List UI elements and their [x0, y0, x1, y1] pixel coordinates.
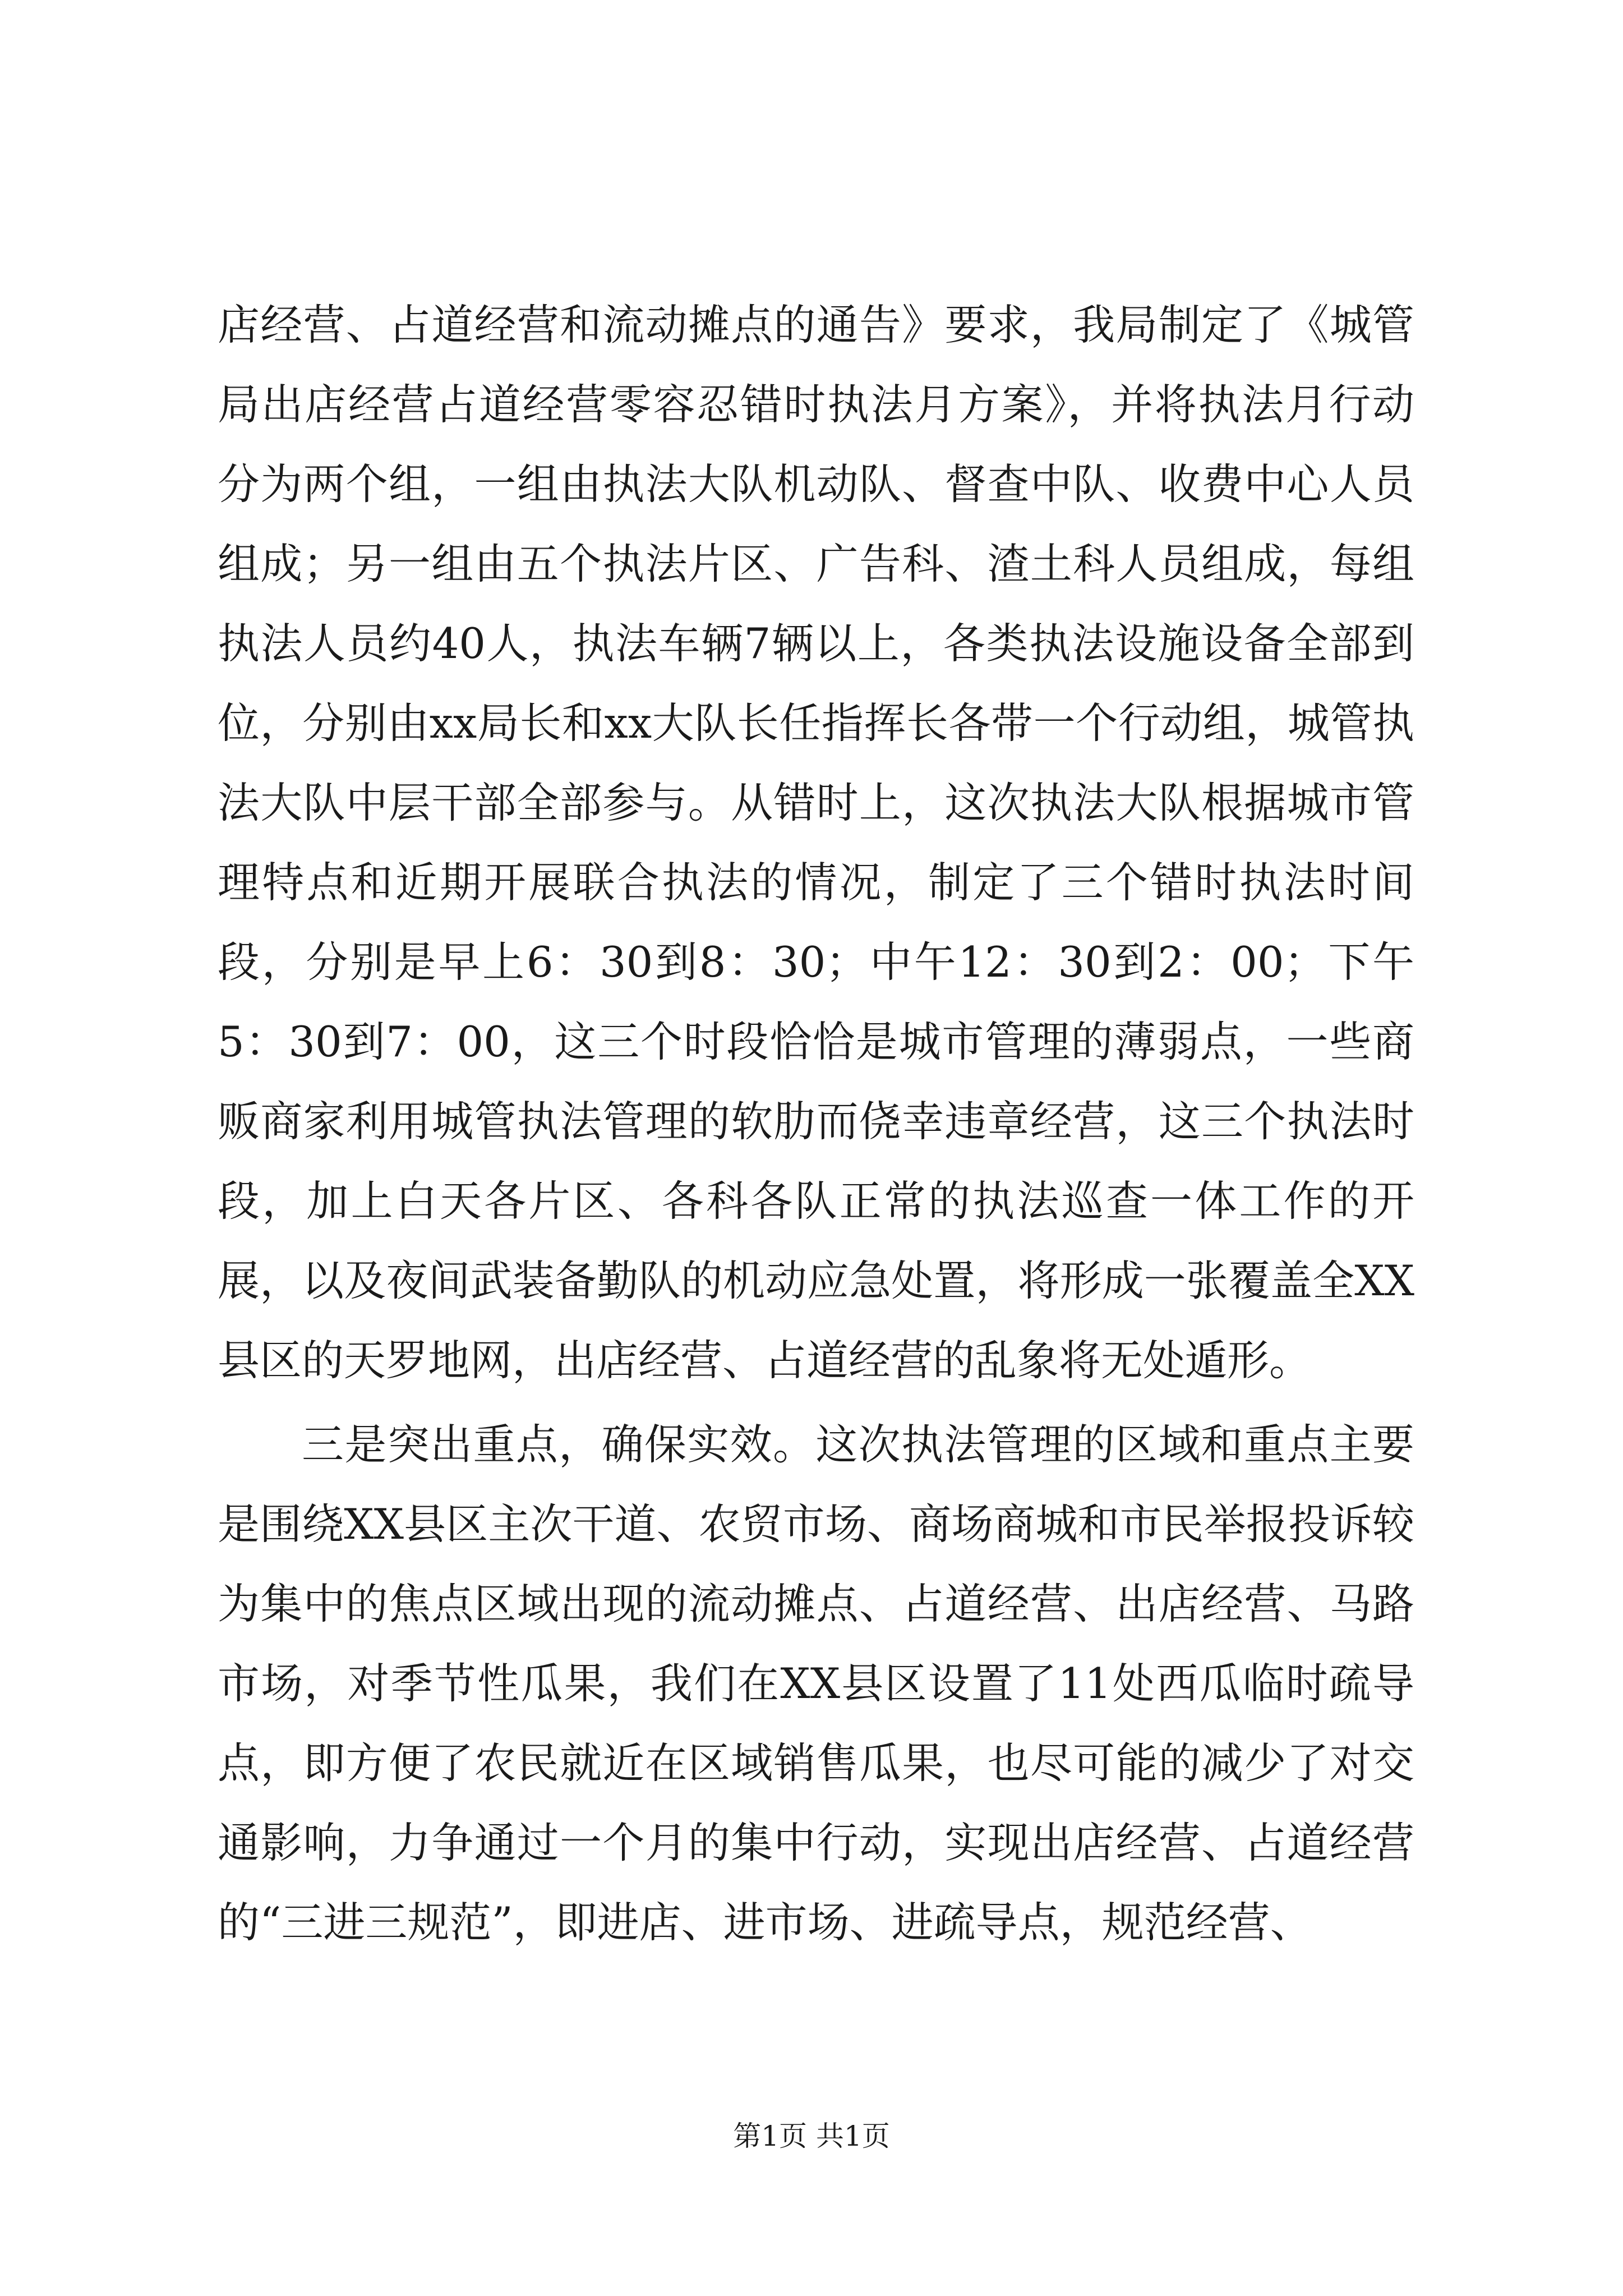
page-footer: 第1页 共1页 — [733, 2120, 890, 2152]
document-body — [218, 285, 1414, 1962]
paragraph-key-points: 三是突出重点，确保实效。这次执法管理的区域和重点主要是围绕XX县区主次干道、农贸市场、商场商城和市民举报投诉较为集中的焦点区域出现的流动摊点、占道经营、出店经营、马路市场，对季节性瓜果，我们在XX县区设置了11处西瓜临时疏导点，即方便了农民就近在区域销售瓜果，也尽可能的减少了对交通影响，力争通过一个月的集中行动，实现出店经营、占道经营的“三进三规范”，即进店、进市场、进疏导点，规范经营、 — [218, 1420, 1414, 1947]
paragraph-continuation: 店经营、占道经营和流动摊点的通告》要求，我局制定了《城管局出店经营占道经营零容忍错时执法月方案》，并将执法月行动分为两个组，一组由执法大队机动队、督查中队、收费中心人员组成；另一组由五个执法片区、广告科、渣土科人员组成，每组执法人员约40人，执法车辆7辆以上，各类执法设施设备全部到位，分别由xx局长和xx大队长任指挥长各带一个行动组，城管执法大队中层干部全部参与。从错时上，这次执法大队根据城市管理特点和近期开展联合执法的情况，制定了三个错时执法时间段，分别是早上6：30到8：30；中午12：30到2：00；下午5：30到7：00，这三个时段恰恰是城市管理的薄弱点，一些商贩商家利用城管执法管理的软肋而侥幸违章经营，这三个执法时段，加上白天各片区、各科各队正常的执法巡查一体工作的开展，以及夜间武装备勤队的机动应急处置，将形成一张覆盖全XX县区的天罗地网，出店经营、占道经营的乱象将无处遁形。 — [218, 300, 1414, 1385]
